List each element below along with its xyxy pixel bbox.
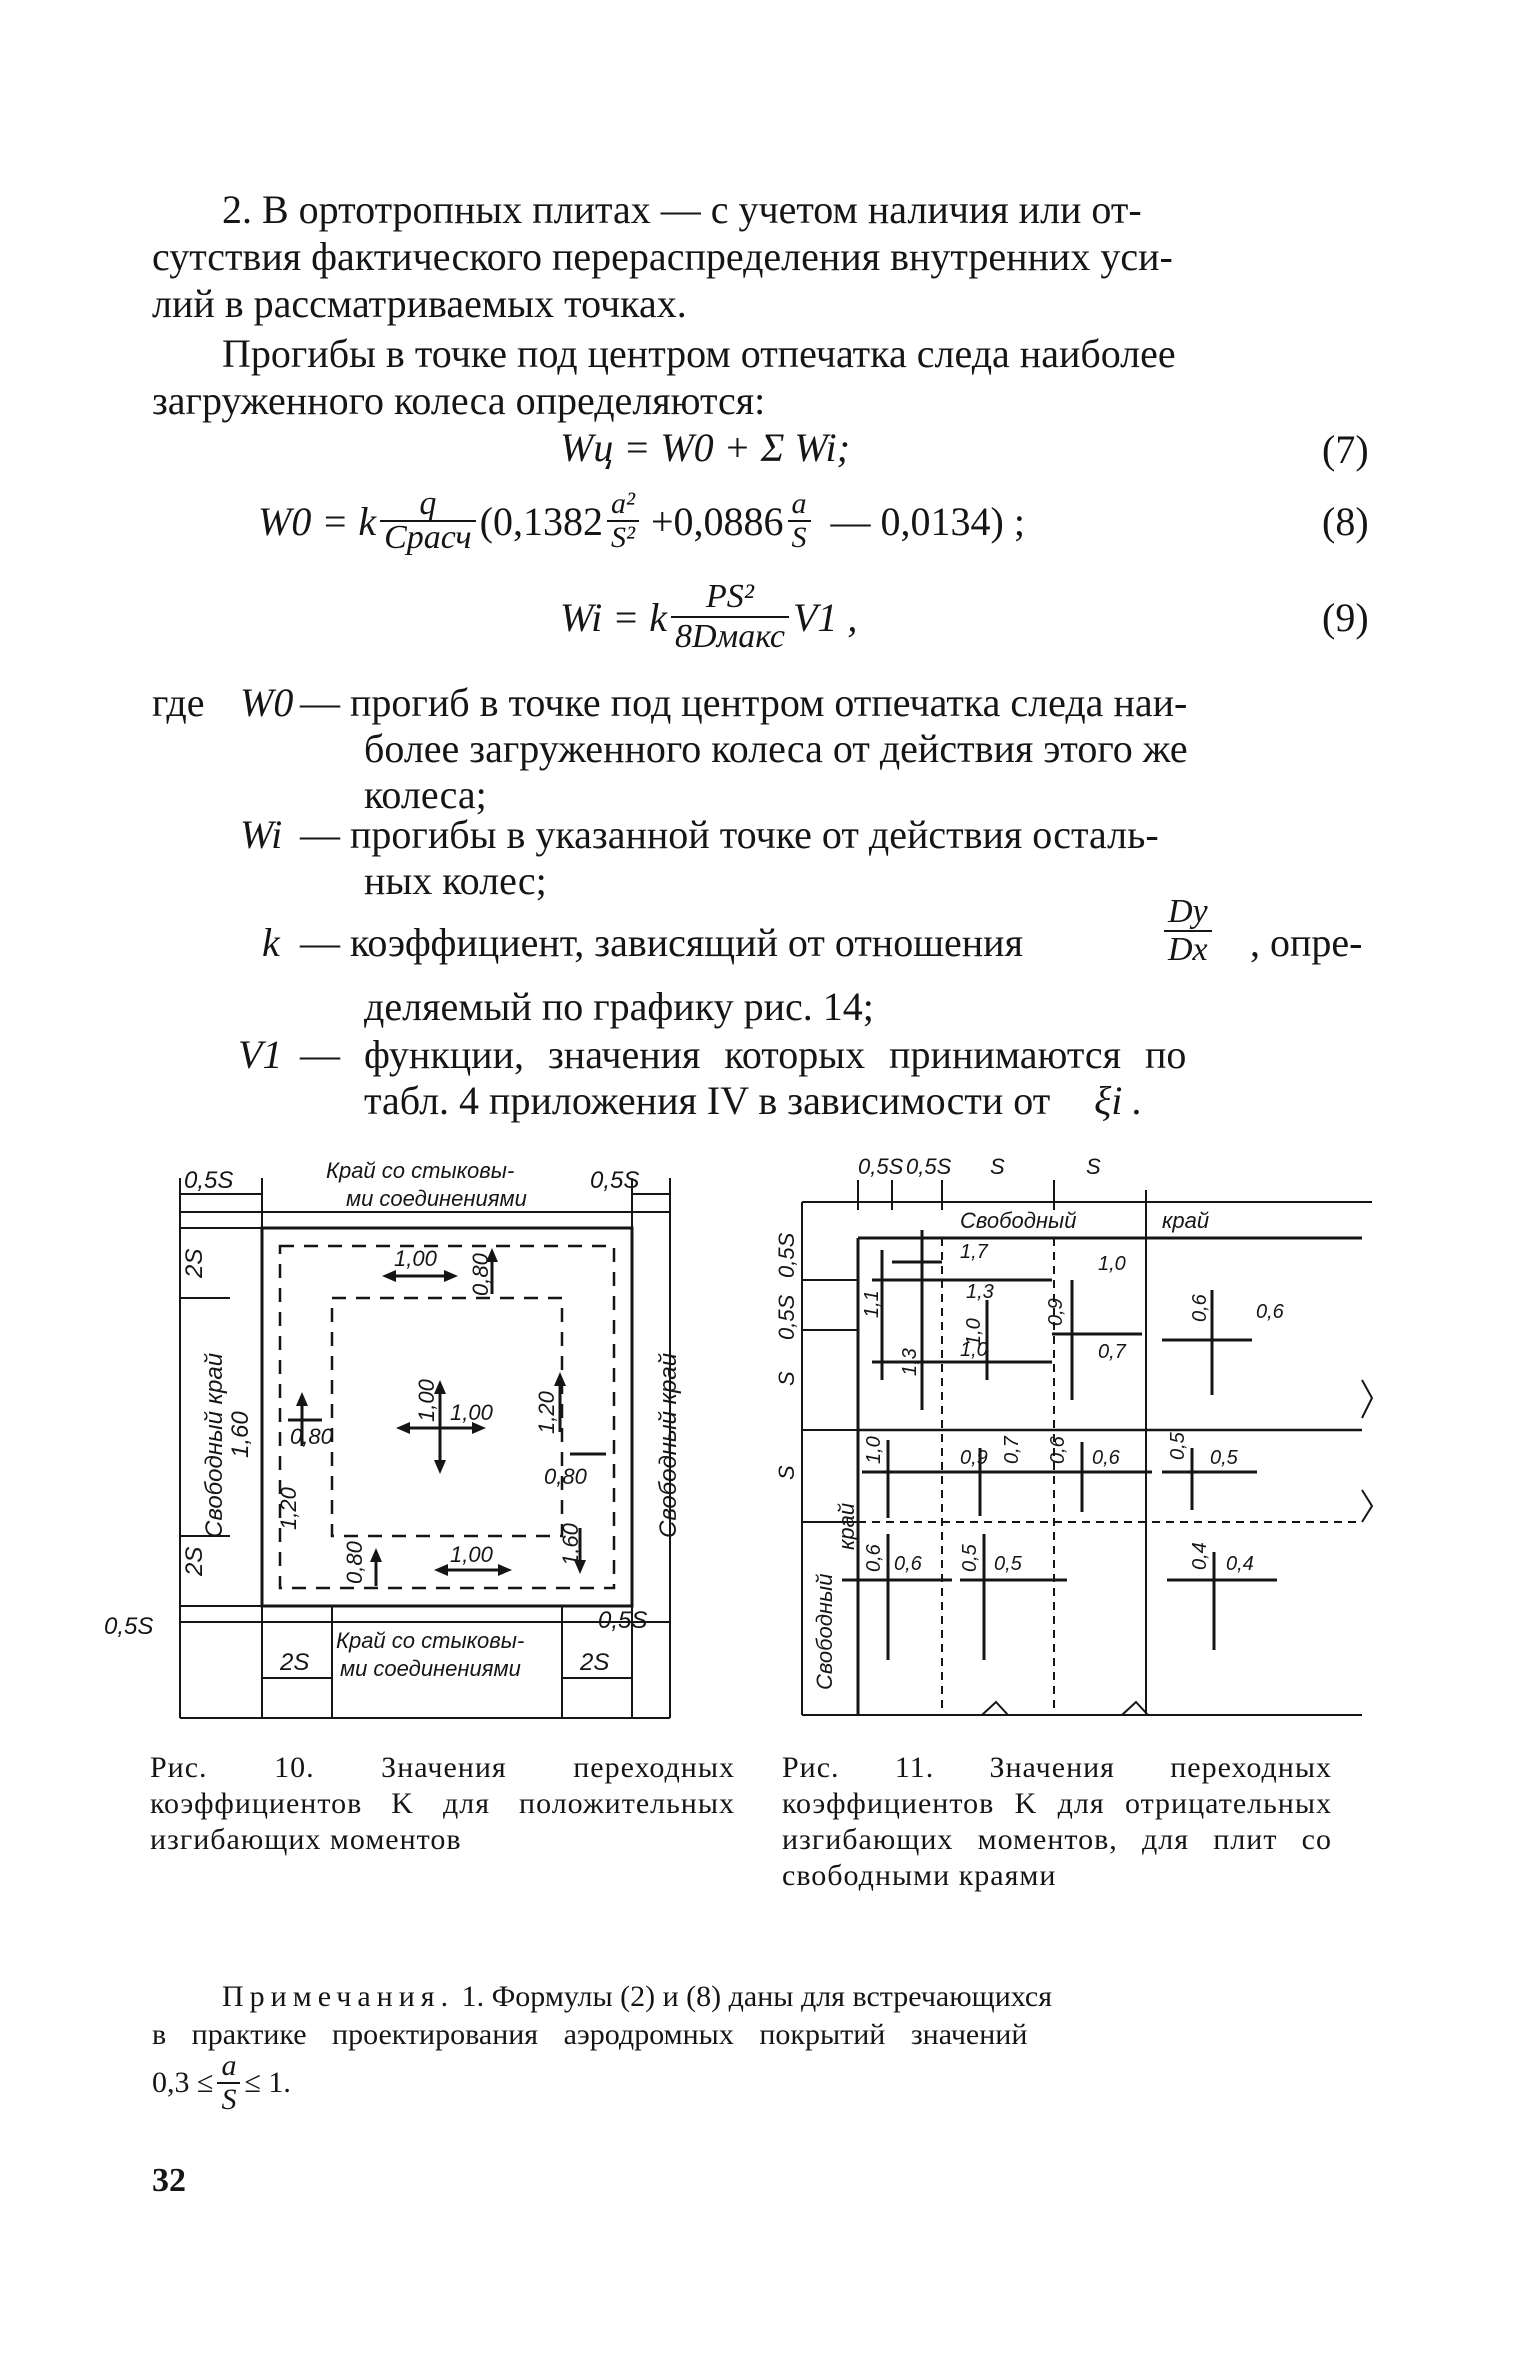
w0-line: более загруженного колеса от действия этого же <box>364 726 1188 771</box>
fig11-value: 0,5 <box>994 1553 1022 1575</box>
fig11-value: 1,3 <box>966 1281 994 1303</box>
fig10-arrowhead <box>434 1460 446 1474</box>
fig10-right-label: Свободный край <box>655 1352 682 1538</box>
fig10-value: 0,80 <box>290 1424 333 1449</box>
fig10-arrowhead <box>370 1548 382 1562</box>
fig10-side-dim-bot: 2S <box>181 1546 208 1576</box>
figure-11 <box>762 1150 1382 1730</box>
paragraph-1-line: сутствия фактического перераспределения внутренних уси- <box>152 234 1173 279</box>
where-label: где <box>152 680 205 725</box>
fig11-value: 0,6 <box>1256 1301 1284 1323</box>
eq9-den: 8Dмакс <box>674 618 785 655</box>
paragraph-2-line: загруженного колеса определяются: <box>152 378 766 423</box>
fig10-top-label-1: Край со стыковы- <box>326 1158 515 1183</box>
fig11-top-label-a: Свободный <box>960 1208 1077 1233</box>
fig11-top-label-b: край <box>1162 1208 1210 1233</box>
k-definition-tail: , опре- <box>1250 920 1363 965</box>
k-den: Dx <box>1168 931 1208 968</box>
fig10-top-right-dim: 0,5S <box>590 1167 640 1194</box>
eq8-a2: a² <box>607 488 639 522</box>
fig11-value: 1,3 <box>899 1348 921 1376</box>
fig10-value: 1,00 <box>394 1246 437 1271</box>
fig11-break <box>1122 1702 1148 1715</box>
v1-line <box>300 1078 1186 1124</box>
fig11-left-dim: S <box>774 1371 799 1386</box>
k-num: Dy <box>1164 894 1212 932</box>
fig11-break <box>982 1702 1008 1715</box>
fig11-value: 0,6 <box>894 1553 922 1575</box>
fig11-left-label-b: край <box>834 1502 859 1550</box>
fig11-left-label-a: Свободный <box>812 1573 837 1690</box>
v1-line: — функции, значения которых принимаются по <box>300 1032 1187 1077</box>
wi-definition <box>300 812 1380 904</box>
fig11-value: 0,6 <box>1047 1436 1069 1464</box>
eq9-lhs: Wi = k <box>560 594 667 640</box>
fig11-value: 0,9 <box>1045 1298 1067 1326</box>
notes-den: S <box>221 2083 237 2116</box>
fig10-value: 1,20 <box>276 1487 301 1530</box>
page-number: 32 <box>152 2162 186 2199</box>
fig11-value: 0,4 <box>1226 1553 1254 1575</box>
equation-9 <box>560 578 857 656</box>
notes-line-1 <box>222 1978 1052 2016</box>
figure-10-caption: Рис. 10. Значения переходных коэффициентов K для положительных изгибающих моментов <box>150 1751 735 1856</box>
eq9-num: PS² <box>671 578 789 618</box>
fig10-value: 0,80 <box>342 1541 367 1584</box>
fig11-value: 0,5 <box>1210 1447 1238 1469</box>
fig10-side-dim-top: 2S <box>181 1248 208 1278</box>
w0-term: W0 <box>240 680 294 725</box>
fig10-arrowhead <box>296 1392 308 1406</box>
fig10-value: 0,80 <box>468 1253 493 1296</box>
eq8-fraction-a2 <box>607 488 639 554</box>
wi-line: — прогибы в указанной точке от действия осталь- <box>300 812 1159 857</box>
fig10-value: 0,80 <box>544 1464 587 1489</box>
fig10-value: 1,00 <box>450 1400 493 1425</box>
eq8-q: q <box>380 488 476 522</box>
fig10-value: 1,00 <box>414 1379 439 1422</box>
paragraph-1-line: 2. В ортотропных плитах — с учетом наличия или от- <box>222 187 1142 232</box>
k-fraction <box>1164 894 1212 968</box>
k-definition-line2: деляемый по графику рис. 14; <box>364 984 874 1029</box>
v1-term: V1 <box>238 1032 283 1077</box>
fig11-break <box>1362 1490 1372 1522</box>
notes-fraction <box>217 2050 240 2116</box>
fig11-top-dim: S <box>1086 1154 1101 1179</box>
xi-symbol: ξi . <box>1094 1078 1143 1123</box>
eq8-crasch: Cрасч <box>384 519 472 556</box>
fig10-arrowhead <box>444 1270 458 1282</box>
fig10-dashed-inner <box>332 1298 562 1536</box>
fig11-left-dim: S <box>774 1465 799 1480</box>
fig11-value: 0,4 <box>1189 1542 1211 1570</box>
eq8-tail: — 0,0134) ; <box>830 498 1025 544</box>
eq8-s2: S² <box>610 521 635 554</box>
fig11-value: 1,1 <box>861 1290 883 1318</box>
paragraph-1 <box>152 186 1377 327</box>
eq9-rhs: V1 , <box>792 594 858 640</box>
wi-term: Wi <box>240 812 283 857</box>
fig10-left-label: Свободный край <box>201 1352 228 1538</box>
fig10-value: 1,00 <box>450 1542 493 1567</box>
fig10-value: 1,60 <box>558 1523 583 1566</box>
fig11-top-dim: S <box>990 1154 1005 1179</box>
notes-head: Примечания. <box>222 1980 455 2013</box>
equation-7 <box>560 424 850 471</box>
notes-rhs: ≤ 1. <box>244 2066 291 2099</box>
eq9-fraction <box>671 578 789 656</box>
k-term: k <box>262 920 280 965</box>
fig11-value: 1,0 <box>963 1318 985 1346</box>
notes-lhs: 0,3 ≤ <box>152 2066 214 2099</box>
fig11-value: 0,7 <box>1098 1341 1126 1363</box>
fig10-arrowhead <box>434 1564 448 1576</box>
fig10-bottom-label-2: ми соединениями <box>340 1656 521 1681</box>
eq8-s: S <box>791 521 807 554</box>
notes-line-2: в практике проектирования аэродромных покрытий значений <box>152 2018 1028 2051</box>
equation-9-number: (9) <box>1322 595 1369 640</box>
fig11-value: 0,6 <box>1189 1294 1211 1322</box>
fig10-arrowhead <box>396 1422 410 1434</box>
notes-inequality <box>152 2050 291 2116</box>
fig11-value: 0,6 <box>1092 1447 1120 1469</box>
wi-line: ных колес; <box>364 858 547 903</box>
equation-7-body: Wц = W0 + Σ Wi; <box>560 425 850 470</box>
fig10-value: 1,20 <box>534 1391 559 1434</box>
eq8-w0: W0 = k <box>258 498 377 544</box>
fig11-top-dim: 0,5S <box>858 1154 904 1179</box>
fig10-arrowhead <box>382 1270 396 1282</box>
w0-line: колеса; <box>364 772 487 817</box>
eq8-a: a <box>788 488 811 522</box>
fig10-arrowhead <box>498 1564 512 1576</box>
fig10-side-dim-mid: 1,60 <box>227 1411 254 1458</box>
eq8-mid: +0,0886 <box>650 498 784 544</box>
fig10-bottom-dim-left: 2S <box>280 1649 310 1676</box>
fig11-value: 1,0 <box>1098 1253 1126 1275</box>
fig11-value: 0,7 <box>1001 1436 1023 1464</box>
fig11-value: 1,0 <box>863 1436 885 1464</box>
notes-num: a <box>217 2050 240 2084</box>
v1-definition <box>300 1032 1186 1124</box>
figure-10 <box>104 1158 740 1738</box>
eq8-fraction-q <box>380 485 476 556</box>
fig10-bottom-right-dim: 0,5S <box>598 1607 648 1634</box>
fig11-value: 1,0 <box>960 1339 988 1361</box>
fig11-value: 0,6 <box>863 1544 885 1572</box>
fig11-top-dim: 0,5S <box>906 1154 952 1179</box>
eq8-fraction-a <box>788 488 811 554</box>
figure-11-caption: Рис. 11. Значения переходных коэффициентов K для отрицательных изгибающих моментов, для плит со свободными краями <box>782 1751 1332 1892</box>
w0-line: — прогиб в точке под центром отпечатка следа наи- <box>300 680 1188 725</box>
v1-line2-text: табл. 4 приложения IV в зависимости от <box>364 1078 1051 1123</box>
eq8-open: (0,1382 <box>479 498 603 544</box>
fig11-break <box>1362 1380 1372 1418</box>
paragraph-1-line: лий в рассматриваемых точках. <box>152 281 687 326</box>
k-definition-line1: — коэффициент, зависящий от отношения <box>300 920 1023 965</box>
fig11-left-dim: 0,5S <box>774 1294 799 1340</box>
fig10-top-left-dim: 0,5S <box>184 1167 234 1194</box>
fig11-value: 0,9 <box>960 1447 988 1469</box>
fig10-arrowhead <box>554 1372 566 1386</box>
paragraph-2-line: Прогибы в точке под центром отпечатка следа наиболее <box>222 331 1176 376</box>
fig11-value: 0,5 <box>1167 1432 1189 1460</box>
fig11-value: 1,7 <box>960 1241 988 1263</box>
fig11-left-dim: 0,5S <box>774 1232 799 1278</box>
equation-8 <box>258 485 1025 556</box>
w0-definition <box>300 680 1380 818</box>
fig10-bottom-left-dim: 0,5S <box>104 1613 154 1640</box>
fig10-bottom-label-1: Край со стыковы- <box>336 1628 525 1653</box>
fig10-top-label-2: ми соединениями <box>346 1186 527 1211</box>
paragraph-2 <box>152 330 1377 424</box>
notes-text: 1. Формулы (2) и (8) даны для встречающихся <box>461 1980 1053 2013</box>
fig10-bottom-dim-right: 2S <box>580 1649 610 1676</box>
equation-7-number: (7) <box>1322 427 1369 472</box>
fig11-value: 0,5 <box>959 1544 981 1572</box>
equation-8-number: (8) <box>1322 499 1369 544</box>
